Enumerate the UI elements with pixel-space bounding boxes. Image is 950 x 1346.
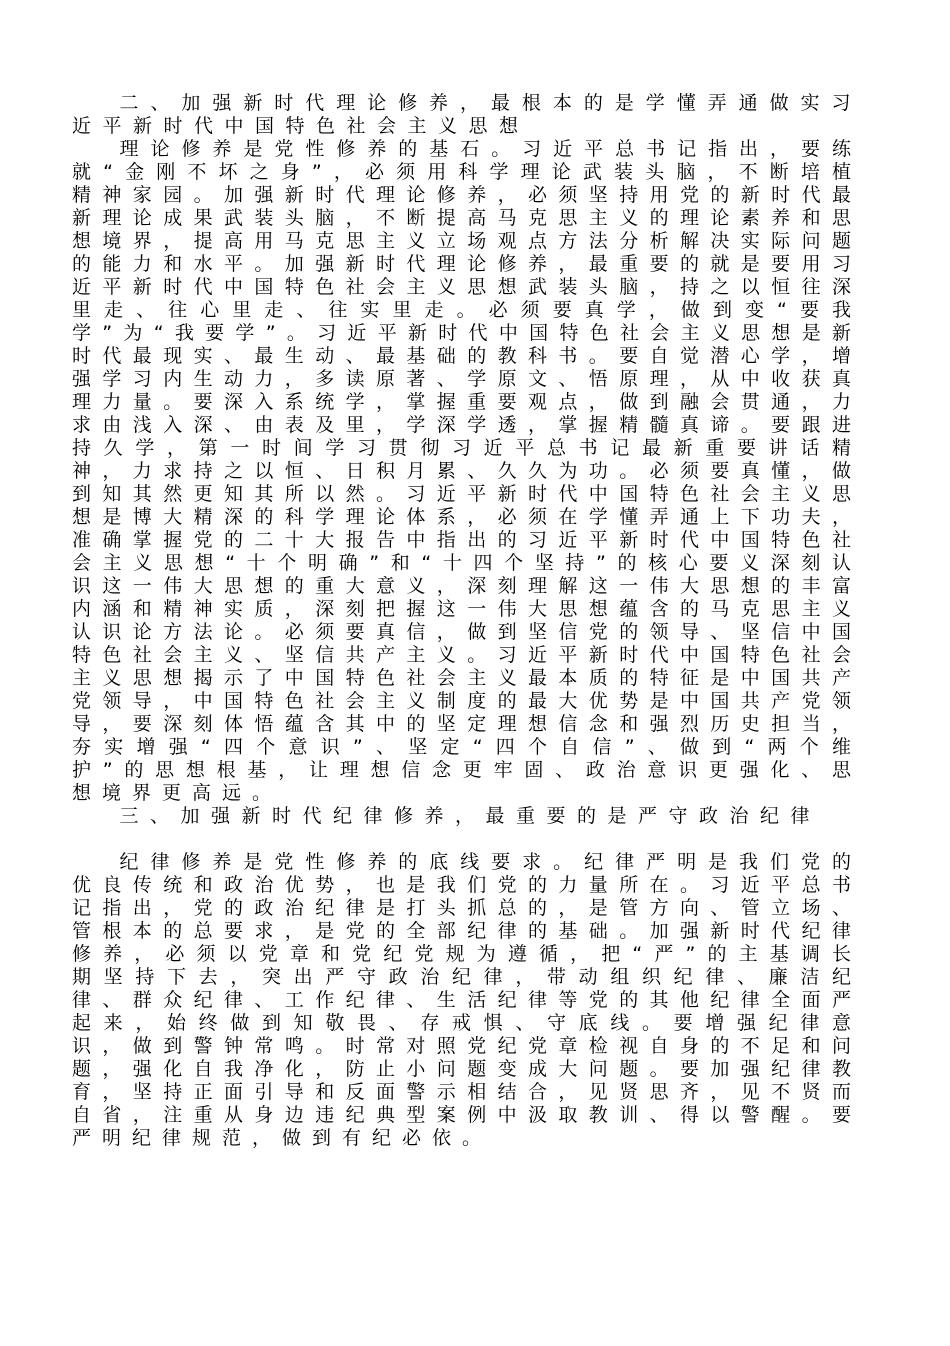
- section-3-body: 纪律修养是党性修养的底线要求。纪律严明是我们党的优良传统和政治优势，也是我们党的力量所在。习近平总书记指出，党的政治纪律是打头抓总的，是管方向、管立场、管根本的总要求，是党的全部纪律的基础。加强新时代纪律修养，必须以党章和党纪党规为遵循，把“严”的主基调长期坚持下去，突出严守政治纪律，带动组织纪律、廉洁纪律、群众纪律、工作纪律、生活纪律等党的其他纪律全面严起来，始终做到知敬畏、存戒惧、守底线。要增强纪律意识，做到警钟常鸣。时常对照党纪党章检视自身的不足和问题，强化自我净化，防止小问题变成大问题。要加强纪律教育，坚持正面引导和反面警示相结合，见贤思齐，见不贤而自省，注重从身边违纪典型案例中汲取教训、得以警醒。要严明纪律规范，做到有纪必依。: [72, 851, 862, 1149]
- section-2-heading: 二、加强新时代理论修养，最根本的是学懂弄通做实习近平新时代中国特色社会主义思想: [72, 92, 862, 137]
- paragraph-gap: [72, 828, 862, 851]
- document-page: [72, 92, 862, 1150]
- section-3-heading: 三、加强新时代纪律修养，最重要的是严守政治纪律: [119, 805, 822, 827]
- section-2-body: 理论修养是党性修养的基石。习近平总书记指出，要练就“金刚不坏之身”，必须用科学理论武装头脑，不断培植精神家园。加强新时代理论修养，必须坚持用党的新时代最新理论成果武装头脑，不断提高马克思主义的理论素养和思想境界，提高用马克思主义立场观点方法分析解决实际问题的能力和水平。加强新时代理论修养，最重要的就是要用习近平新时代中国特色社会主义思想武装头脑，持之以恒往深里走、往心里走、往实里走。必须要真学，做到变“要我学”为“我要学”。习近平新时代中国特色社会主义思想是新时代最现实、最生动、最基础的教科书。要自觉潜心学，增强学习内生动力，多读原著、学原文、悟原理，从中收获真理力量。要深入系统学，掌握重要观点，做到融会贯通，力求由浅入深、由表及里，学深学透，掌握精髓真谛。要跟进持久学，第一时间学习贯彻习近平总书记最新重要讲话精神，力求持之以恒、日积月累、久久为功。必须要真懂，做到知其然更知其所以然。习近平新时代中国特色社会主义思想是博大精深的科学理论体系，必须在学懂弄通上下功夫，准确掌握党的二十大报告中指出的习近平新时代中国特色社会主义思想“十个明确”和“十四个坚持”的核心要义深刻认识这一伟大思想的重大意义，深刻理解这一伟大思想的丰富内涵和精神实质，深刻把握这一伟大思想蕴含的马克思主义认识论方法论。必须要真信，做到坚信党的领导、坚信中国特色社会主义、坚信共产主义。习近平新时代中国特色社会主义思想揭示了中国特色社会主义最本质的特征是中国共产党领导，中国特色社会主义制度的最大优势是中国共产党领导，要深刻体悟蕴含其中的坚定理想信念和强烈历史担当，夯实增强“四个意识”、坚定“四个自信”、做到“两个维护”的思想根基，让理想信念更牢固、政治意识更强化、思想境界更高远。: [72, 138, 862, 804]
